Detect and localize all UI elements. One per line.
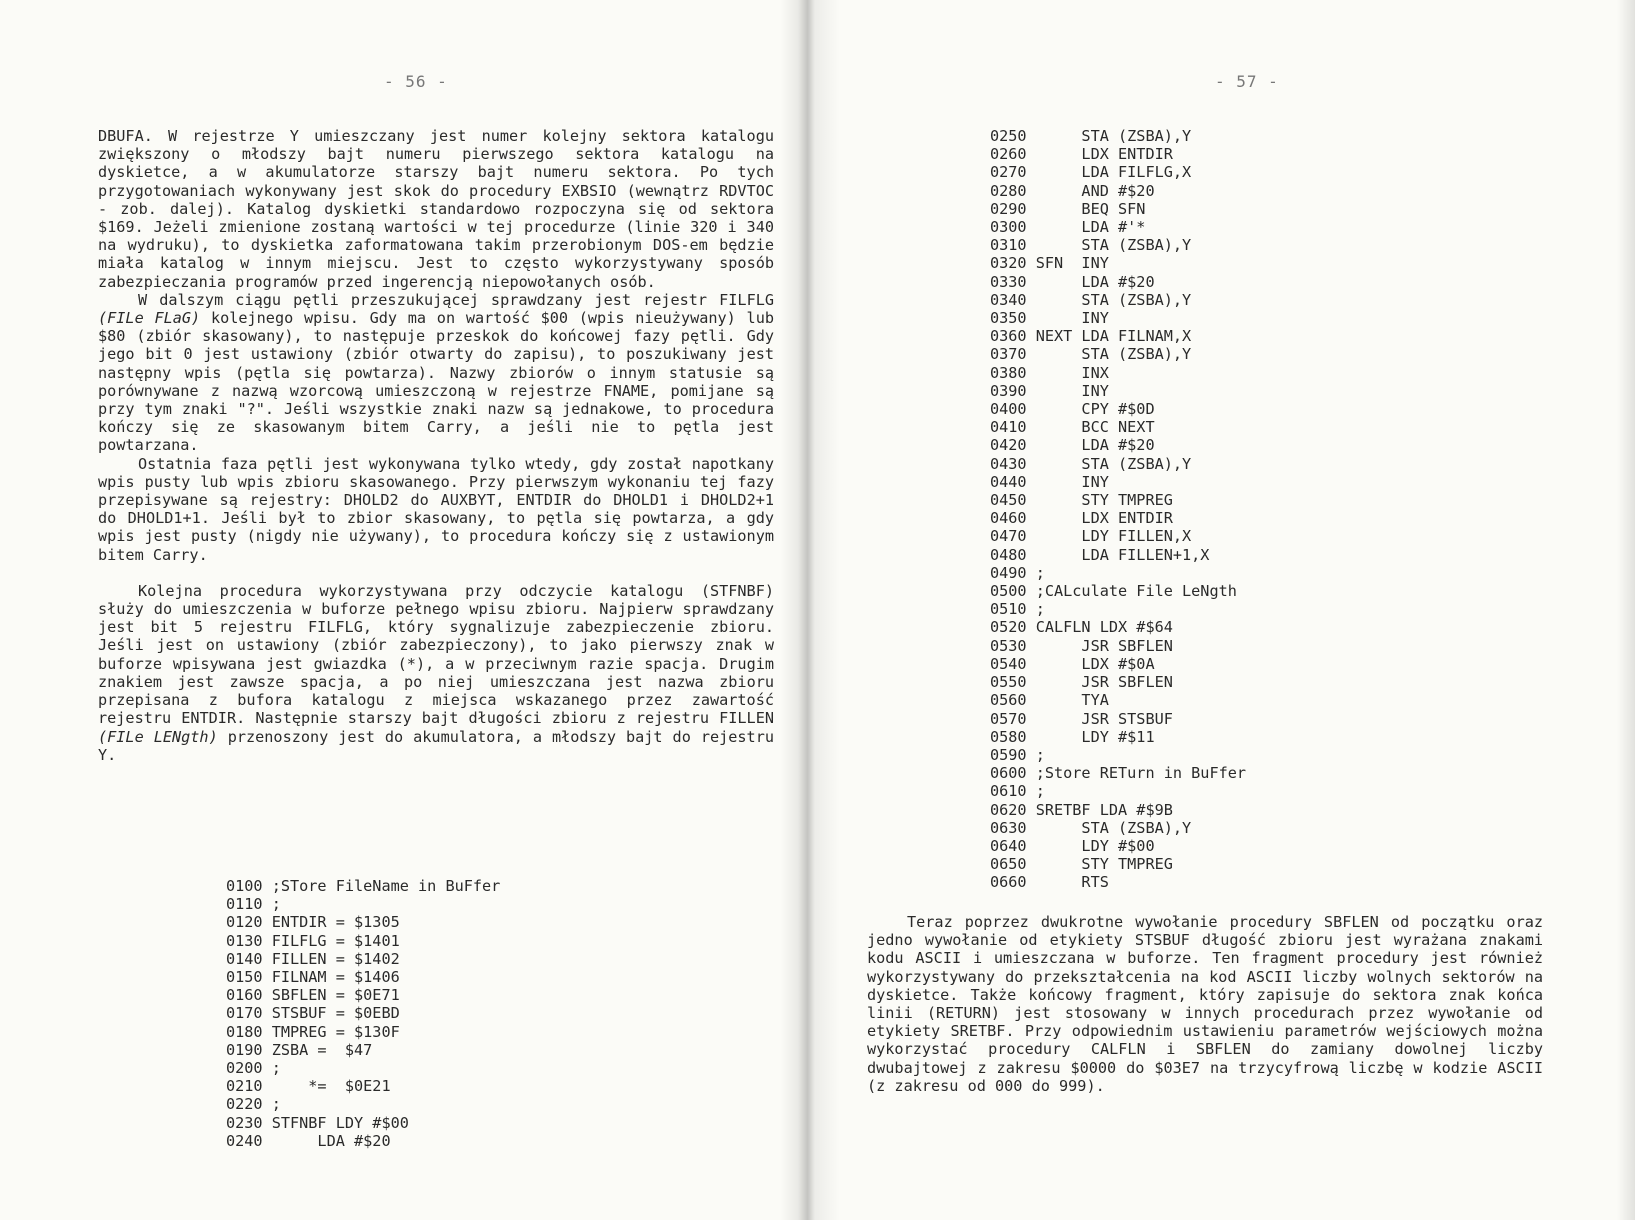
code-line: 0660 RTS (990, 873, 1109, 892)
paragraph-stfnbf-text-2: przenoszony jest do akumulatora, a młodszy bajt do rejestru Y. (98, 727, 774, 764)
code-line: 0450 STY TMPREG (990, 491, 1173, 510)
code-line: 0510 ; (990, 600, 1045, 619)
code-line: 0300 LDA #'* (990, 218, 1146, 237)
code-line: 0370 STA (ZSBA),Y (990, 345, 1192, 364)
code-line: 0190 ZSBA = $47 (226, 1040, 373, 1059)
paragraph-last-phase: Ostatnia faza pętli jest wykonywana tylko wtedy, gdy został napotkany wpis pusty lub wpis zbioru skasowanego. Przy pierwszym wykonaniu tej fazy przepisywane są rejestry: DHOLD2 do AUXBYT, ENTDIR do DHOLD1 i DHOLD2+1 do DHOLD1+1. Jeśli był to zbior skasowany, to pętla się powtarza, a gdy wpis jest pusty (nigdy nie używany), to procedura kończy się z ustawionym bitem Carry. (98, 454, 774, 564)
code-line: 0330 LDA #$20 (990, 272, 1155, 291)
code-line: 0540 LDX #$0A (990, 654, 1155, 673)
fillen-gloss: (FILe LENgth) (98, 727, 218, 746)
code-line: 0250 STA (ZSBA),Y (990, 127, 1192, 145)
paragraph-filflg (98, 291, 774, 455)
code-line: 0210 *= $0E21 (226, 1077, 391, 1096)
paragraph-filflg-text-1: W dalszym ciągu pętli przeszukującej sprawdzany jest rejestr FILFLG (138, 290, 774, 309)
code-line: 0200 ; (226, 1059, 281, 1078)
code-line: 0480 LDA FILLEN+1,X (990, 545, 1210, 564)
code-line: 0110 ; (226, 895, 281, 914)
code-line: 0620 SRETBF LDA #$9B (990, 800, 1173, 819)
paragraph-dbufa: DBUFA. W rejestrze Y umieszczany jest numer kolejny sektora katalogu zwiększony o młodszy bajt numeru pierwszego sektora katalogu na dyskietce, a w akumulatorze starszy bajt numeru sektora. Po tych przygotowaniach wykonywany jest skok do procedury EXBSIO (wewnątrz RDVTOC - zob. dalej). Katalog dyskietki standardowo rozpoczyna się od sektora $169. Jeżeli zmienione zostaną wartości w tej procedurze (linie 320 i 340 na wydruku), to dyskietka zaformatowana takim przerobionym DOS-em będzie miała katalog w innym miejscu. Jest to często wykorzystywany sposób zabezpieczania programów przed ingerencją niepowołanych osób. (98, 127, 774, 291)
code-line: 0160 SBFLEN = $0E71 (226, 986, 400, 1005)
code-line: 0120 ENTDIR = $1305 (226, 913, 400, 932)
code-line: 0430 STA (ZSBA),Y (990, 454, 1192, 473)
code-line: 0460 LDX ENTDIR (990, 509, 1173, 528)
code-listing-left (226, 877, 500, 1150)
paragraph-stfnbf (98, 582, 774, 764)
code-line: 0130 FILFLG = $1401 (226, 931, 400, 950)
code-line: 0410 BCC NEXT (990, 418, 1155, 437)
code-line: 0390 INY (990, 381, 1109, 400)
page-57 (808, 0, 1635, 1220)
code-listing-right (990, 127, 1246, 892)
code-line: 0610 ; (990, 782, 1045, 801)
code-line: 0520 CALFLN LDX #$64 (990, 618, 1173, 637)
code-line: 0640 LDY #$00 (990, 836, 1155, 855)
code-line: 0600 ;Store RETurn in BuFfer (990, 764, 1247, 783)
code-line: 0530 JSR SBFLEN (990, 636, 1173, 655)
code-line: 0350 INY (990, 309, 1109, 328)
paragraph-teraz: Teraz poprzez dwukrotne wywołanie procedury SBFLEN od początku oraz jedno wywołanie od etykiety STSBUF długość zbioru jest wyrażana znakami kodu ASCII i umieszczana w buforze. Ten fragment procedury jest również wykorzystywany do przekształcenia na kod ASCII liczby wolnych sektorów na dyskietce. Także końcowy fragment, który zapisuje do sektora znak końca linii (RETURN) jest stosowany w innych procedurach przez wywołanie od etykiety SRETBF. Przy odpowiednim ustawieniu parametrów wejściowych można wykorzystać procedury CALFLN i SBFLEN do zamiany dowolnej liczby dwubajtowej z zakresu $0000 do $03E7 na trzycyfrową liczbę w kodzie ASCII (z zakresu od 000 do 999). (867, 913, 1543, 1095)
code-line: 0500 ;CALculate File LeNgth (990, 582, 1237, 601)
code-line: 0630 STA (ZSBA),Y (990, 818, 1192, 837)
page-number-right: - 57 - (1215, 72, 1279, 91)
code-line: 0360 NEXT LDA FILNAM,X (990, 327, 1192, 346)
code-line: 0280 AND #$20 (990, 181, 1155, 200)
page-56 (0, 0, 808, 1220)
code-line: 0380 INX (990, 363, 1109, 382)
code-line: 0140 FILLEN = $1402 (226, 949, 400, 968)
code-line: 0420 LDA #$20 (990, 436, 1155, 455)
code-line: 0590 ; (990, 745, 1045, 764)
paragraph-filflg-text-2: kolejnego wpisu. Gdy ma on wartość $00 (wpis nieużywany) lub $80 (zbiór skasowany), to następuje przeskok do końcowej fazy pętli. Gdy jego bit 0 jest ustawiony (zbiór otwarty do zapisu), to poszukiwany jest następny wpis (pętla się powtarza). Nazwy zbiorów o innym statusie są porównywane z nazwą wzorcową umieszczoną w rejestrze FNAME, pomijane są przy tym znaki "?". Jeśli wszystkie znaki nazw są jednakowe, to procedura kończy się ze skasowanym bitem Carry, a jeśli nie to pętla jest powtarzana. (98, 309, 774, 455)
code-line: 0240 LDA #$20 (226, 1131, 391, 1150)
code-line: 0290 BEQ SFN (990, 199, 1146, 218)
code-line: 0180 TMPREG = $130F (226, 1022, 400, 1041)
code-line: 0560 TYA (990, 691, 1109, 710)
filflg-gloss: (FILe FLaG) (98, 309, 201, 328)
page-number-left: - 56 - (384, 72, 448, 91)
code-line: 0470 LDY FILLEN,X (990, 527, 1192, 546)
code-line: 0340 STA (ZSBA),Y (990, 290, 1192, 309)
code-line: 0570 JSR STSBUF (990, 709, 1173, 728)
code-line: 0400 CPY #$0D (990, 400, 1155, 419)
code-line: 0580 LDY #$11 (990, 727, 1155, 746)
code-line: 0220 ; (226, 1095, 281, 1114)
left-prose (98, 127, 774, 764)
code-line: 0310 STA (ZSBA),Y (990, 236, 1192, 255)
code-line: 0270 LDA FILFLG,X (990, 163, 1192, 182)
code-line: 0100 ;STore FileName in BuFfer (226, 877, 501, 895)
right-prose (867, 913, 1543, 1095)
code-line: 0550 JSR SBFLEN (990, 673, 1173, 692)
code-line: 0490 ; (990, 563, 1045, 582)
paragraph-stfnbf-text-1: Kolejna procedura wykorzystywana przy odczycie katalogu (STFNBF) służy do umieszczenia w buforze pełnego wpisu zbioru. Najpierw sprawdzany jest bit 5 rejestru FILFLG, który sygnalizuje zabezpieczenie zbioru. Jeśli jest on ustawiony (zbiór zabezpieczony), to jako pierwszy znak w buforze wpisywana jest gwiazdka (*), a w przeciwnym razie spacja. Drugim znakiem jest zawsze spacja, a po niej umieszczana jest nazwa zbioru przepisana z bufora katalogu z miejsca wskazanego przez zawartość rejestru ENTDIR. Następnie starszy bajt długości zbioru z rejestru FILLEN (98, 581, 774, 728)
code-line: 0260 LDX ENTDIR (990, 145, 1173, 164)
code-line: 0440 INY (990, 472, 1109, 491)
code-line: 0650 STY TMPREG (990, 855, 1173, 874)
code-line: 0150 FILNAM = $1406 (226, 968, 400, 987)
page-edge-shadow (1617, 0, 1635, 1220)
code-line: 0320 SFN INY (990, 254, 1109, 273)
code-line: 0230 STFNBF LDY #$00 (226, 1113, 409, 1132)
code-line: 0170 STSBUF = $0EBD (226, 1004, 400, 1023)
